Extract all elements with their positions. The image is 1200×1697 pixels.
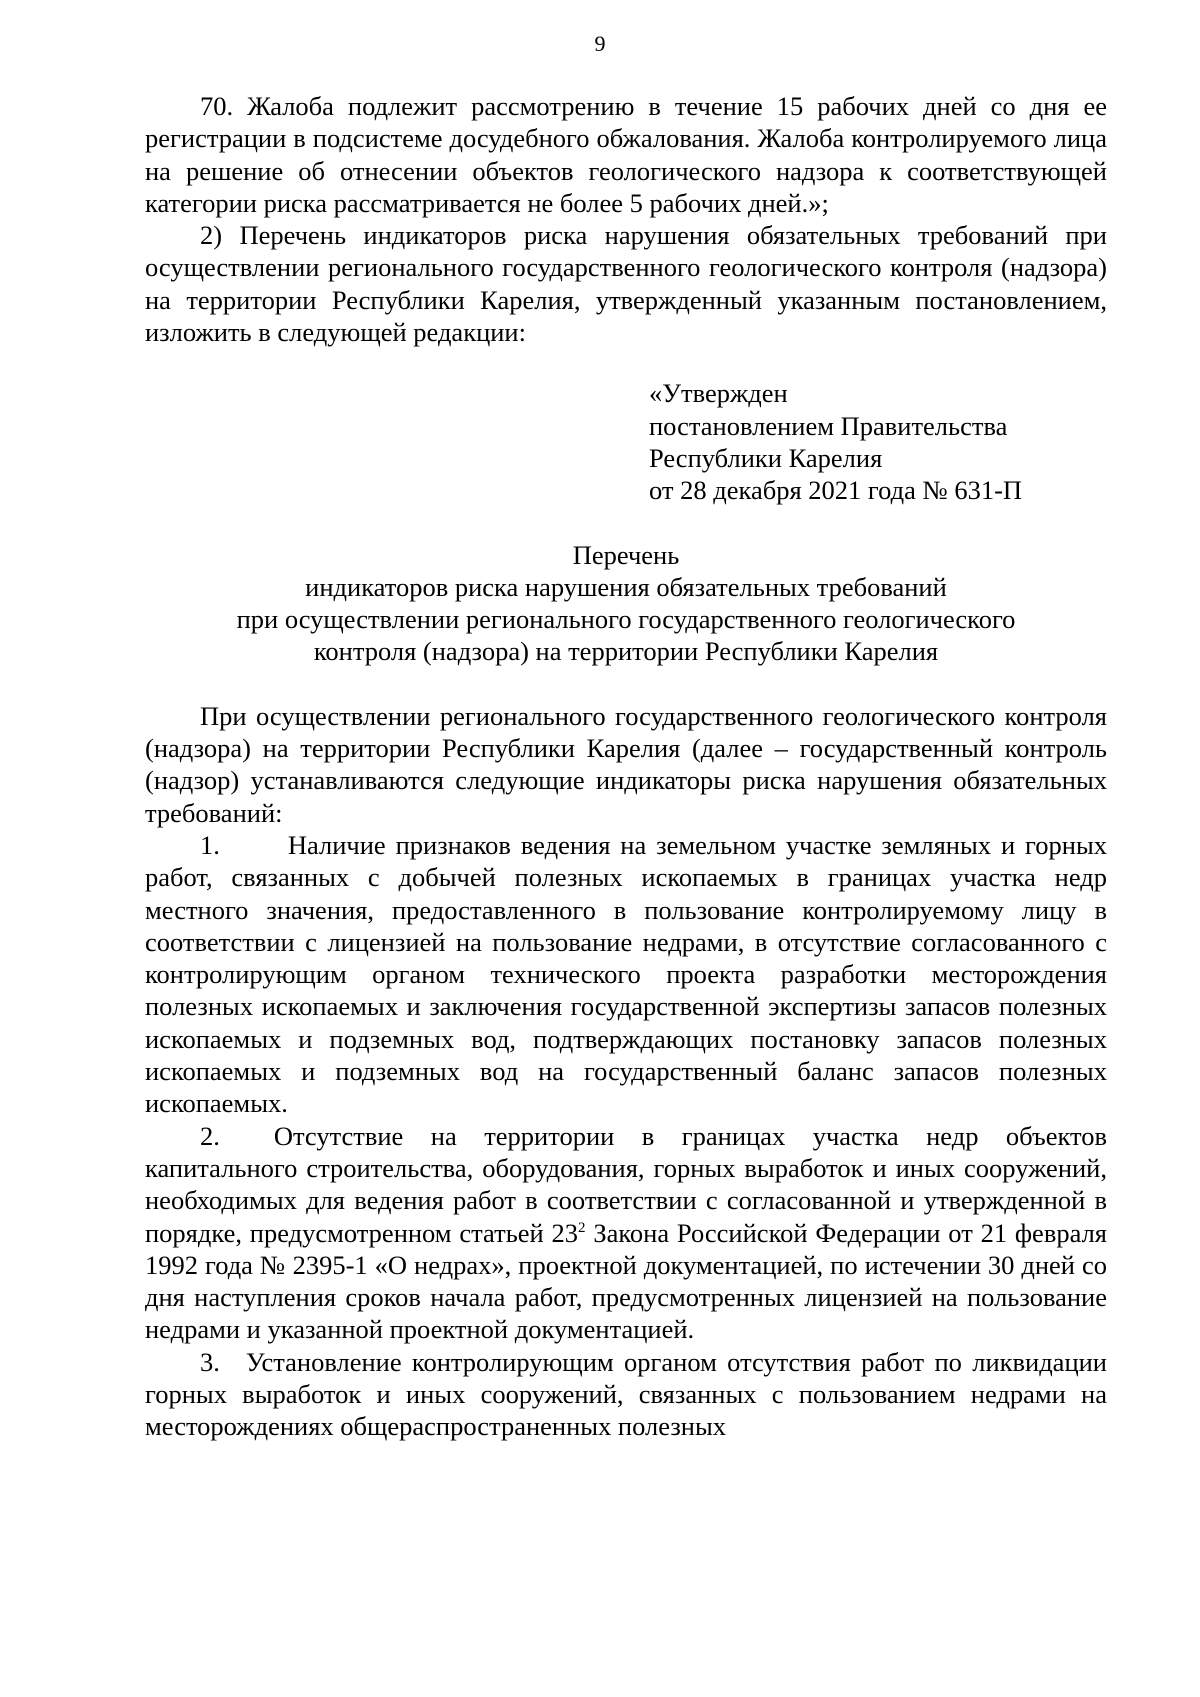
list-title-line: Перечень — [572, 539, 680, 570]
list-item-text: Наличие признаков ведения на земельном участке земляных и горных работ, связанных с добычей полезных ископаемых в границах участка недр местного значения, предоставленного в пользование контролируемому лицу в соответствии с лицензией на пользование недрами, в отсутствие согласованного с контролирующим органом технического проекта разработки месторождения полезных ископаемых и заключения государственной экспертизы запасов полезных ископаемых и подземных вод, подтверждающих постановку запасов полезных ископаемых и подземных вод на государственный баланс запасов полезных ископаемых. — [145, 829, 1107, 1119]
list-title — [145, 539, 1107, 668]
approval-stamp-block — [145, 377, 1107, 506]
intro-paragraph: При осуществлении регионального государственного геологического контроля (надзора) на территории Республики Карелия (далее – государственный контроль (надзор) устанавливаются следующие индикаторы риска нарушения обязательных требований: — [145, 700, 1107, 828]
approval-line: Республики Карелия — [649, 442, 883, 473]
list-item-number: 1. — [200, 829, 220, 860]
list-title-line: при осуществлении регионального государственного геологического — [236, 604, 1016, 635]
paragraph-2: 2) Перечень индикаторов риска нарушения обязательных требований при осуществлении регионального государственного геологического контроля (надзора) на территории Республики Карелия, утвержденный указанным постановлением, изложить в следующей редакции: — [145, 220, 1107, 348]
list-item-number: 3. — [200, 1346, 220, 1377]
list-item-text: Установление контролирующим органом отсутствия работ по ликвидации горных выработок и иных сооружений, связанных с пользованием недрами на месторождениях общераспространенных полезных — [145, 1346, 1107, 1442]
superscript: 2 — [578, 1219, 586, 1236]
document-body — [145, 90, 1107, 1443]
list-item-text: Закона Российской Федерации от 21 февраля 1992 года № 2395-1 «О недрах», проектной документацией, по истечении 30 дней со дня наступления сроков начала работ, предусмотренных лицензией на пользование недрами и указанной проектной документацией. — [145, 1217, 1107, 1345]
list-item-2 — [145, 1120, 1107, 1346]
list-title-line: индикаторов риска нарушения обязательных требований — [305, 571, 947, 602]
list-title-line: контроля (надзора) на территории Республики Карелия — [313, 636, 939, 667]
page-number: 9 — [594, 31, 606, 56]
approval-line: постановлением Правительства — [649, 410, 1008, 441]
list-item-text: Отсутствие на территории в границах участка недр объектов капитального строительства, оборудования, горных выработок и иных сооружений, необходимых для ведения работ в соответствии с согласованной и утвержденной в порядке, предусмотренном статьей 23 — [145, 1120, 1107, 1248]
approval-line: от 28 декабря 2021 года № 631-П — [649, 475, 1023, 506]
approval-line: «Утвержден — [649, 378, 788, 409]
list-item-3 — [145, 1346, 1107, 1443]
paragraph-70: 70. Жалоба подлежит рассмотрению в течение 15 рабочих дней со дня ее регистрации в подсистеме досудебного обжалования. Жалоба контролируемого лица на решение об отнесении объектов геологического надзора к соответствующей категории риска рассматривается не более 5 рабочих дней.»; — [145, 91, 1107, 218]
list-item-1 — [145, 829, 1107, 1120]
list-item-number: 2. — [200, 1120, 220, 1151]
